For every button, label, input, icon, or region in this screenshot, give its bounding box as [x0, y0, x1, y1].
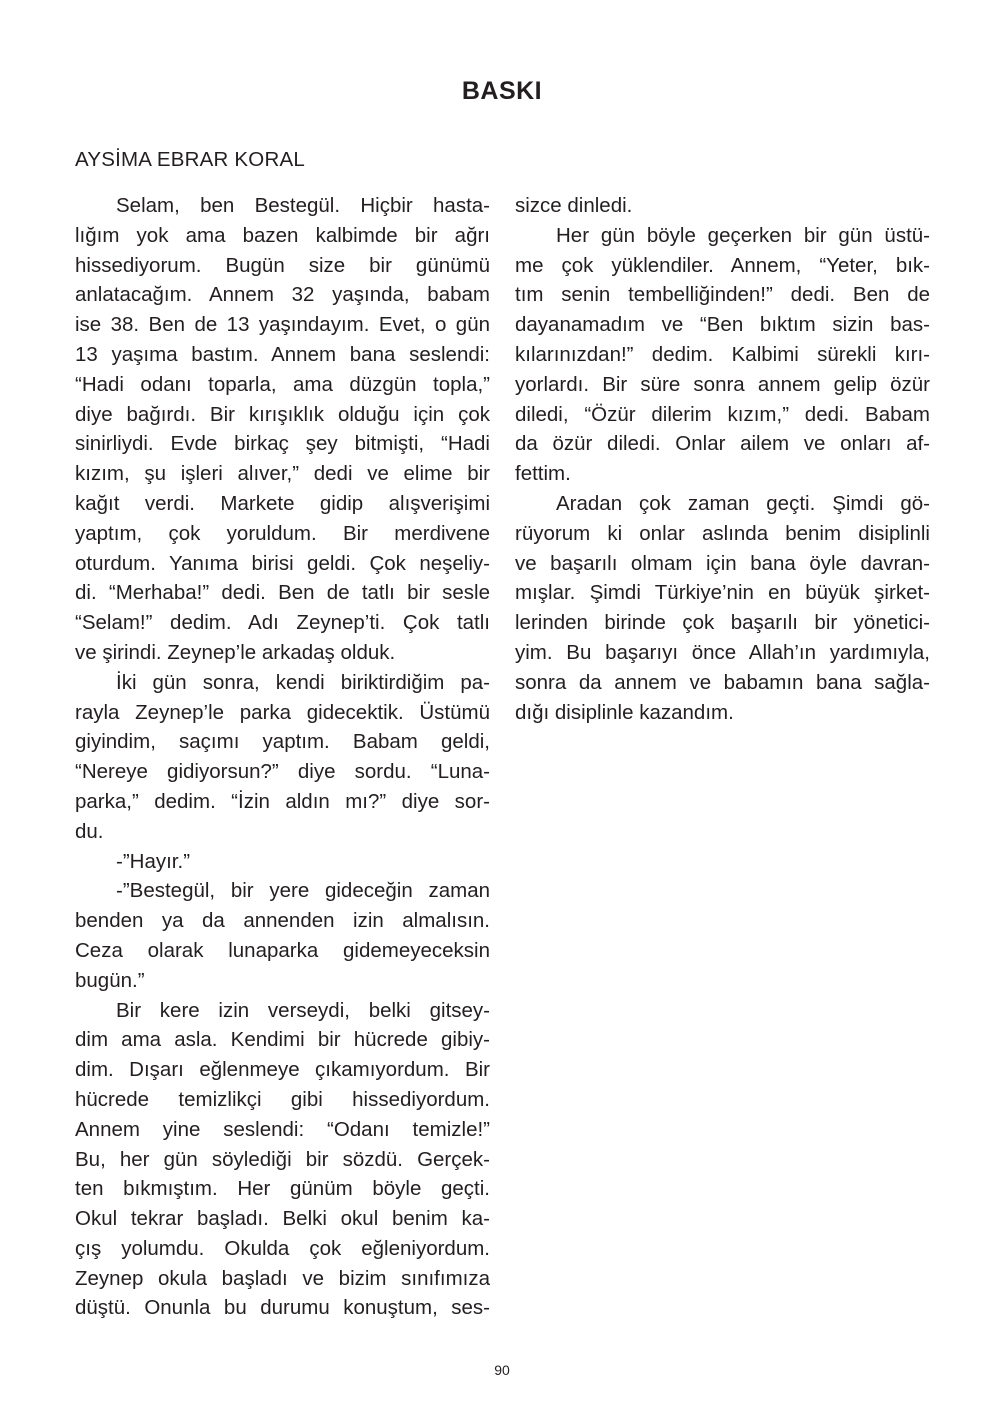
page-title: BASKI — [461, 77, 543, 105]
text-line: Ceza olarak lunaparka gidemeyeceksin — [75, 938, 490, 962]
text-line: İki gün sonra, kendi biriktirdiğim pa- — [116, 670, 490, 694]
text-line: Bir kere izin verseydi, belki gitsey- — [116, 998, 490, 1022]
text-line: me çok yüklendiler. Annem, “Yeter, bık- — [515, 253, 930, 277]
text-line: dayanamadım ve “Ben bıktım sizin bas- — [515, 313, 930, 337]
text-line: hücrede temizlikçi gibi hissediyordum. — [75, 1087, 490, 1111]
author-name: AYSİMA EBRAR KORAL — [75, 148, 305, 171]
text-line: lerinden birinde çok başarılı bir yönetici- — [515, 611, 930, 635]
text-line: sonra da annem ve babamın bana sağla- — [515, 670, 930, 694]
text-line: parka,” dedim. “İzin aldın mı?” diye sor- — [75, 789, 490, 813]
text-line: diye bağırdı. Bir kırışıklık olduğu için çok — [75, 402, 490, 426]
text-line: benden ya da annenden izin almalısın. — [75, 909, 490, 933]
text-line: diledi, “Özür dilerim kızım,” dedi. Babam — [515, 402, 930, 426]
text-line: dim. Dışarı eğlenmeye çıkamıyordum. Bir — [75, 1058, 490, 1082]
text-line: ten bıkmıştım. Her günüm böyle geçti. — [75, 1177, 490, 1201]
text-line: ise 38. Ben de 13 yaşındayım. Evet, o gün — [75, 313, 490, 337]
text-line: Zeynep okula başladı ve bizim sınıfımıza — [75, 1266, 490, 1290]
text-line: tım senin tembelliğinden!” dedi. Ben de — [515, 283, 930, 307]
text-line: rüyorum ki onlar aslında benim disiplinli — [515, 521, 930, 545]
page-number: 90 — [494, 1362, 510, 1378]
text-line: yim. Bu başarıyı önce Allah’ın yardımıyla, — [515, 640, 930, 664]
text-line: kızım, şu işleri alıver,” dedi ve elime bir — [75, 462, 490, 486]
text-line: dim ama asla. Kendimi bir hücrede gibiy- — [75, 1028, 490, 1052]
text-line: Her gün böyle geçerken bir gün üstü- — [556, 223, 930, 247]
text-line: Selam, ben Bestegül. Hiçbir hasta- — [116, 194, 490, 217]
text-line: -”Bestegül, bir yere gideceğin zaman — [116, 879, 490, 903]
text-line: Bu, her gün söylediği bir sözdü. Gerçek- — [75, 1147, 490, 1171]
text-line: giyindim, saçımı yaptım. Babam geldi, — [75, 730, 490, 754]
text-line: di. “Merhaba!” dedi. Ben de tatlı bir sesle — [75, 581, 490, 605]
text-line: rayla Zeynep’le parka gidecektik. Üstümü — [75, 700, 490, 724]
text-line: “Hadi odanı toparla, ama düzgün topla,” — [75, 372, 490, 396]
text-line: du. — [75, 819, 104, 843]
text-line: da özür diledi. Onlar ailem ve onları af- — [515, 432, 930, 456]
text-line: sizce dinledi. — [515, 194, 633, 217]
text-line: -”Hayır.” — [116, 849, 191, 873]
text-line: yorlardı. Bir süre sonra annem gelip özür — [515, 372, 930, 396]
text-line: mışlar. Şimdi Türkiye’nin en büyük şirket- — [515, 581, 930, 605]
text-line: bugün.” — [75, 968, 145, 992]
left-column — [75, 191, 490, 1323]
text-line: düştü. Onunla bu durumu konuştum, ses- — [75, 1296, 490, 1320]
text-line: Okul tekrar başladı. Belki okul benim ka- — [75, 1207, 490, 1231]
text-line: Annem yine seslendi: “Odanı temizle!” — [75, 1117, 490, 1141]
text-line: ve başarılı olmam için bana öyle davran- — [515, 551, 930, 575]
text-line: ve şirindi. Zeynep’le arkadaş olduk. — [75, 640, 396, 664]
text-line: oturdum. Yanıma birisi geldi. Çok neşeliy- — [75, 551, 490, 575]
text-line: dığı disiplinle kazandım. — [515, 700, 734, 724]
text-line: Aradan çok zaman geçti. Şimdi gö- — [556, 491, 930, 515]
text-line: 13 yaşıma bastım. Annem bana seslendi: — [75, 342, 490, 366]
text-line: çış yolumdu. Okulda çok eğleniyordum. — [75, 1236, 490, 1260]
text-line: kılarınızdan!” dedim. Kalbimi sürekli kırı- — [515, 342, 930, 366]
text-line: hissediyorum. Bugün size bir günümü — [75, 253, 490, 277]
right-column — [515, 191, 930, 727]
text-line: anlatacağım. Annem 32 yaşında, babam — [75, 283, 490, 307]
text-line: kağıt verdi. Markete gidip alışverişimi — [75, 491, 490, 515]
text-line: sinirliydi. Evde birkaç şey bitmişti, “Hadi — [75, 432, 490, 456]
text-line: “Selam!” dedim. Adı Zeynep’ti. Çok tatlı — [75, 611, 490, 635]
text-line: lığım yok ama bazen kalbimde bir ağrı — [75, 223, 490, 247]
text-line: fettim. — [515, 462, 571, 486]
text-line: “Nereye gidiyorsun?” diye sordu. “Luna- — [75, 760, 490, 784]
text-line: yaptım, çok yoruldum. Bir merdivene — [75, 521, 490, 545]
